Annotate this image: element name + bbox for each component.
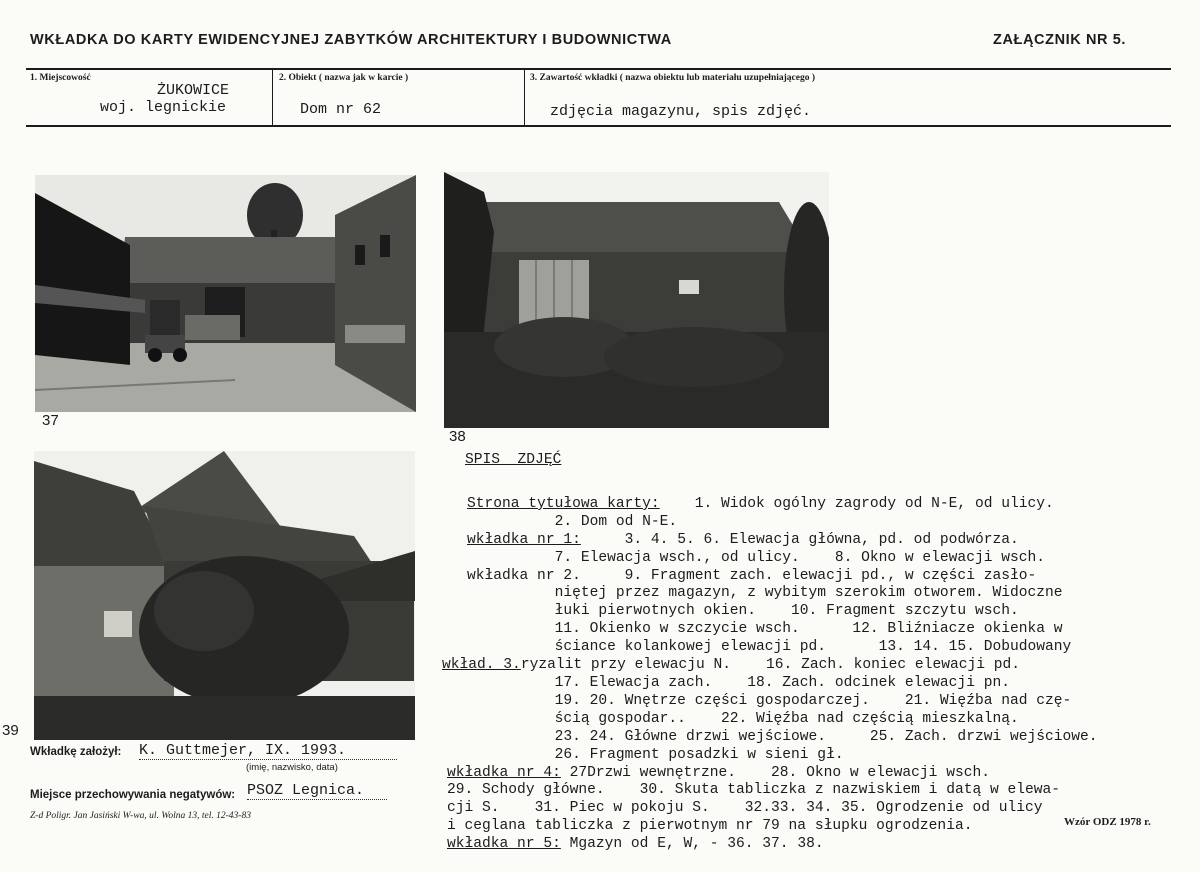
list-item: 11. Okienko w szczycie wsch. 12. Bliźniacze okienka w (467, 621, 1063, 638)
annex-number: ZAŁĄCZNIK NR 5. (993, 32, 1127, 48)
storage-value: PSOZ Legnica. (247, 782, 387, 800)
list-item: 17. Elewacja zach. 18. Zach. odcinek elewacji pn. (467, 674, 1010, 691)
list-item: 19. 20. Wnętrze części gospodarczej. 21. Więźba nad czę- (467, 692, 1072, 709)
voivodeship-value: woj. legnickie (100, 99, 227, 116)
created-by-hint: (imię, nazwisko, data) (246, 762, 338, 773)
farmyard-photo-image (35, 175, 416, 412)
photo-39 (34, 451, 415, 740)
photo-list (442, 478, 1098, 872)
photo-39-number: 39 (2, 722, 19, 739)
list-item: wkładka nr 2. 9. Fragment zach. elewacji pd., w części zasło- (467, 567, 1037, 584)
list-item: ściance kolankowej elewacji pd. 13. 14. 15. Dobudowany (467, 639, 1072, 656)
printer-imprint: Z-d Poligr. Jan Jasiński W-wa, ul. Wolna 13, tel. 12-43-83 (30, 811, 251, 821)
list-item: ścią gospodar.. 22. Więźba nad częścią mieszkalną. (467, 710, 1019, 727)
header-rule-top (26, 68, 1171, 70)
list-item: cji S. 31. Piec w pokoju S. 32.33. 34. 35. Ogrodzenie od ulicy (447, 800, 1043, 817)
list-item: 26. Fragment posadzki w sieni gł. (467, 746, 844, 763)
list-item: łuki pierwotnych okien. 10. Fragment szczytu wsch. (467, 603, 1019, 620)
content-label: 3. Zawartość wkładki ( nazwa obiektu lub materiału uzupełniającego ) (530, 73, 816, 83)
created-by-value: K. Guttmejer, IX. 1993. (139, 742, 397, 760)
field-divider-1 (272, 69, 273, 125)
list-item: wkładka nr 4: 27Drzwi wewnętrzne. 28. Okno w elewacji wsch. (447, 764, 990, 781)
form-reference: Wzór ODZ 1978 r. (1064, 816, 1151, 828)
document-title: WKŁADKA DO KARTY EWIDENCYJNEJ ZABYTKÓW ARCHITEKTURY I BUDOWNICTWA (30, 32, 672, 48)
header-rule-bottom (26, 125, 1171, 127)
list-item: wkład. 3.ryzalit przy elewacju N. 16. Zach. koniec elewacji pd. (442, 657, 1021, 674)
list-item: 29. Schody główne. 30. Skuta tabliczka z nazwiskiem i datą w elewa- (447, 782, 1061, 799)
list-item: niętej przez magazyn, z wybitym szerokim otworem. Widoczne (467, 585, 1063, 602)
list-item: 23. 24. Główne drzwi wejściowe. 25. Zach. drzwi wejściowe. (467, 728, 1098, 745)
list-item: 2. Dom od N-E. (467, 513, 678, 530)
field-divider-2 (524, 69, 525, 125)
list-item: wkładka nr 1: 3. 4. 5. 6. Elewacja główna, pd. od podwórza. (467, 531, 1019, 548)
list-item: i ceglana tabliczka z pierwotnym nr 79 na słupku ogrodzenia. (447, 818, 973, 835)
list-item: 7. Elewacja wsch., od ulicy. 8. Okno w elewacji wsch. (467, 549, 1046, 566)
warehouse-photo-image (444, 172, 829, 428)
photo-37-number: 37 (42, 412, 59, 429)
photo-38 (444, 172, 829, 428)
object-label: 2. Obiekt ( nazwa jak w karcie ) (279, 73, 409, 83)
content-value: zdjęcia magazynu, spis zdjęć. (550, 103, 812, 120)
created-by-label: Wkładkę założył: (30, 746, 122, 758)
photo-37 (35, 175, 416, 412)
photo-list-title: SPIS ZDJĘĆ (465, 452, 562, 468)
list-item: wkładka nr 5: Mgazyn od E, W, - 36. 37. 38. (447, 836, 824, 853)
locality-label: 1. Miejscowość (30, 73, 91, 83)
house-photo-image (34, 451, 415, 740)
photo-38-number: 38 (449, 428, 466, 445)
list-item: Strona tytułowa karty: 1. Widok ogólny zagrody od N-E, od ulicy. (467, 495, 1054, 512)
storage-label: Miejsce przechowywania negatywów: (30, 789, 236, 801)
object-value: Dom nr 62 (300, 101, 382, 118)
locality-value: ŻUKOWICE (157, 82, 230, 99)
